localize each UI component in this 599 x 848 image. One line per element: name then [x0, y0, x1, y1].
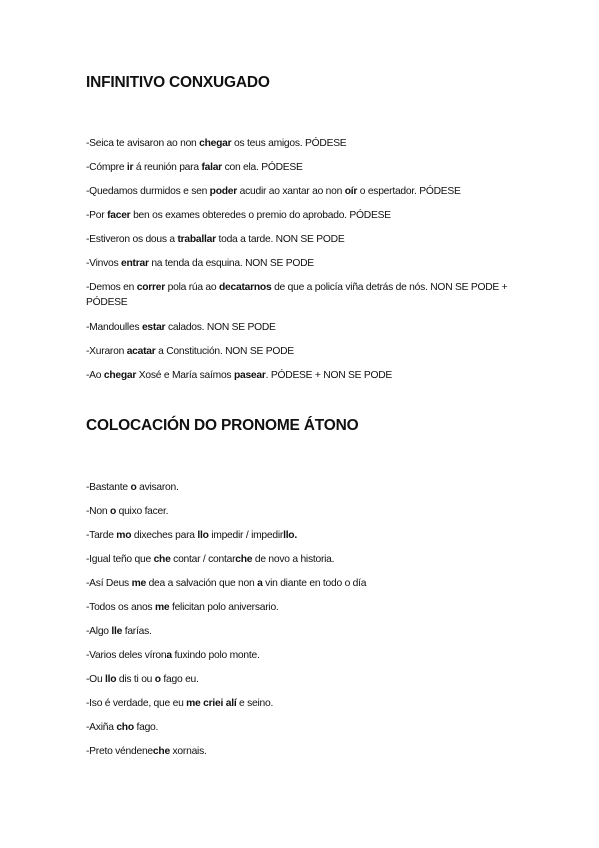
highlighted-word: me [131, 578, 146, 589]
sentence-item [86, 576, 516, 591]
sentence-text: Xosé e María saímos [136, 370, 234, 381]
highlighted-word: che [153, 554, 171, 565]
highlighted-word: oír [344, 186, 358, 197]
highlighted-word: entrar [121, 258, 149, 269]
sentence-text: -Bastante [86, 482, 131, 493]
sentence-text: na tenda da esquina. NON SE PODE [148, 258, 314, 269]
sentence-text: -Cómpre [86, 162, 127, 173]
sentence-text: -Preto véndene [86, 746, 153, 757]
sentence-item [86, 744, 516, 759]
sentence-item [86, 672, 516, 687]
highlighted-word: llo [105, 674, 117, 685]
highlighted-word: che [235, 554, 253, 565]
sentence-text: -Non [86, 506, 110, 517]
sentence-text: quixo facer. [115, 506, 169, 517]
sentence-text: -Igual teño que [86, 554, 154, 565]
highlighted-word: o [109, 506, 116, 517]
highlighted-word: lle [111, 626, 123, 637]
sentence-item [86, 256, 516, 271]
sentence-text: fuxindo polo monte. [171, 650, 260, 661]
sentence-item [86, 480, 516, 495]
sentence-text: -Mandoulles [86, 322, 142, 333]
highlighted-word: me [154, 602, 170, 613]
sentence-text: dea a salvación que non [145, 578, 258, 589]
sentence-text: o espertador. PÓDESE [357, 186, 461, 197]
highlighted-word: pasear [233, 370, 266, 381]
highlighted-word: chegar [199, 138, 232, 149]
sentence-item [86, 696, 516, 711]
sentence-text: calados. NON SE PODE [165, 322, 276, 333]
sentence-text: ben os exames obteredes o premio do aprobado. PÓDESE [130, 210, 391, 221]
sentence-text: xornais. [169, 746, 207, 757]
section-title-infinitivo-conxugado: INFINITIVO CONXUGADO [86, 74, 270, 91]
sentence-text: felicitan polo aniversario. [169, 602, 279, 613]
sentence-text: de que a policía viña detrás de nós. NON SE PODE + PÓDESE [86, 282, 508, 308]
sentence-item [86, 344, 516, 359]
sentence-item [86, 184, 516, 199]
sentence-text: a Constitución. NON SE PODE [155, 346, 294, 357]
sentence-item [86, 232, 516, 247]
sentence-text: fago eu. [160, 674, 199, 685]
sentence-text: -Por [86, 210, 108, 221]
sentence-text: -Tarde [86, 530, 117, 541]
sentence-item [86, 504, 516, 519]
sentence-text: toda a tarde. NON SE PODE [215, 234, 345, 245]
highlighted-word: falar [201, 162, 222, 173]
highlighted-word: me [186, 698, 201, 709]
highlighted-word: a [166, 650, 172, 661]
sentence-text: -Axiña [86, 722, 117, 733]
highlighted-word: facer [107, 210, 131, 221]
highlighted-word: a [257, 578, 263, 589]
sentence-text: -Xuraron [86, 346, 127, 357]
sentence-item [86, 624, 516, 639]
sentence-item [86, 320, 516, 335]
sentence-text: impedir / impedir [208, 530, 284, 541]
highlighted-word: traballar [177, 234, 216, 245]
highlighted-word: estar [141, 322, 166, 333]
sentence-text: -Algo [86, 626, 112, 637]
sentence-text: -Estiveron os dous a [86, 234, 178, 245]
sentence-text: pola rúa ao [165, 282, 219, 293]
sentence-text: -Ou [86, 674, 106, 685]
highlighted-word: acatar [126, 346, 156, 357]
highlighted-word: o [154, 674, 161, 685]
highlighted-word: chegar [103, 370, 137, 381]
highlighted-word: correr [136, 282, 165, 293]
sentence-item [86, 648, 516, 663]
sentence-text: -Todos os anos [86, 602, 155, 613]
highlighted-word: alí [225, 698, 237, 709]
highlighted-word: che [152, 746, 170, 757]
sentence-item [86, 368, 516, 383]
highlighted-word: llo [197, 530, 209, 541]
sentence-item [86, 136, 516, 151]
sentence-text: á reunión para [133, 162, 202, 173]
sentence-text: os teus amigos. PÓDESE [231, 138, 347, 149]
sentence-text: dixeches para [131, 530, 198, 541]
sentence-text: contar / contar [170, 554, 236, 565]
sentence-item [86, 208, 516, 223]
sentence-text: -Quedamos durmidos e sen [86, 186, 210, 197]
highlighted-word: decatarnos [219, 282, 272, 293]
sentence-text: -Demos en [86, 282, 137, 293]
sentence-text: -Seica te avisaron ao non [86, 138, 200, 149]
highlighted-word: o [130, 482, 137, 493]
sentence-text: -Varios deles víron [86, 650, 167, 661]
sentence-item [86, 280, 516, 310]
sentence-text: vin diante en todo o día [262, 578, 367, 589]
sentence-text: acudir ao xantar ao non [237, 186, 345, 197]
sentence-text: -Ao [86, 370, 104, 381]
sentence-item [86, 600, 516, 615]
highlighted-word: llo. [283, 530, 297, 541]
sentence-text: -Vinvos [86, 258, 122, 269]
sentence-text: farías. [122, 626, 152, 637]
highlighted-word: poder [209, 186, 238, 197]
sentence-text: de novo a historia. [252, 554, 335, 565]
highlighted-word: cho [116, 722, 134, 733]
sentence-text: -Iso é verdade, que eu [86, 698, 187, 709]
sentence-text: dis ti ou [116, 674, 155, 685]
sentence-item [86, 528, 516, 543]
sentence-text: con ela. PÓDESE [221, 162, 303, 173]
section-title-colocacion-pronome: COLOCACIÓN DO PRONOME ÁTONO [86, 417, 359, 434]
sentence-text: . PÓDESE + NON SE PODE [265, 370, 393, 381]
highlighted-word: mo [116, 530, 132, 541]
sentence-text: avisaron. [136, 482, 179, 493]
sentence-item [86, 720, 516, 735]
sentence-item [86, 552, 516, 567]
sentence-text: -Así Deus [86, 578, 132, 589]
highlighted-word: criei [203, 698, 224, 709]
highlighted-word: ir [126, 162, 134, 173]
sentence-item [86, 160, 516, 175]
sentence-text: fago. [133, 722, 159, 733]
sentence-text: e seino. [236, 698, 274, 709]
